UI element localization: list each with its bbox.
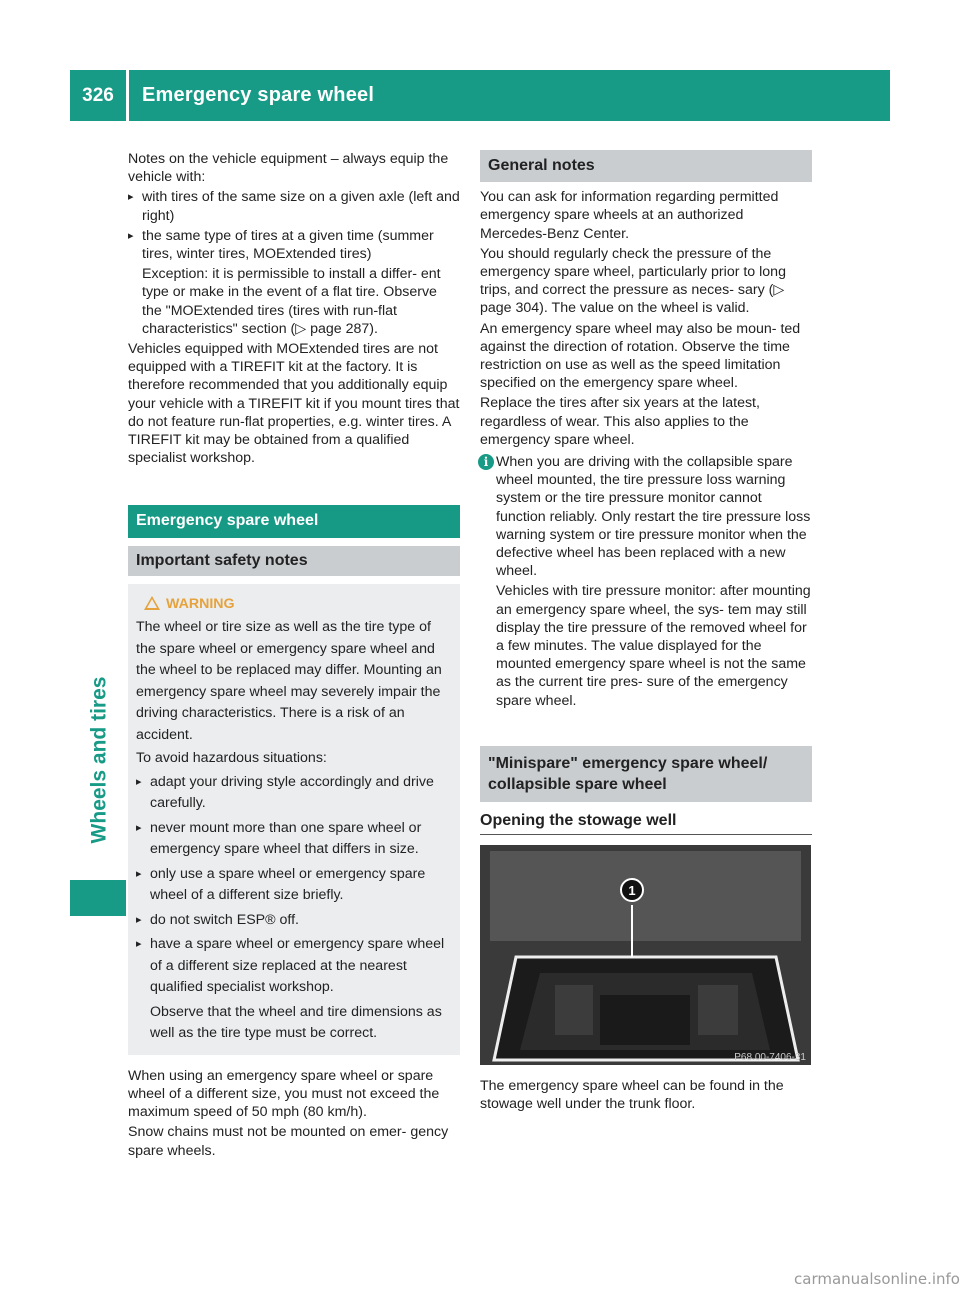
info-note bbox=[480, 453, 812, 710]
watermark: carmanualsonline.info bbox=[794, 1270, 960, 1288]
speed-text: When using an emergency spare wheel or spare wheel of a different size, you must not exceed the maximum speed of 50 mph (80 km/h). bbox=[128, 1067, 440, 1121]
warning-box bbox=[128, 584, 460, 1055]
body-text: An emergency spare wheel may also be moun- ted against the direction of rotation. Observe the time restriction on use as well as the speed limitation specified on the emergency spare wheel. bbox=[480, 320, 801, 392]
warning-text: The wheel or tire size as well as the tire type of the spare wheel or emergency spare wheel and the wheel to be replaced may differ. Mounting an emergency spare wheel may severely impair the driving characteristics. There is a risk of an accident. bbox=[136, 619, 442, 743]
list-item: ▸ with tires of the same size on a given axle (left and right) bbox=[128, 188, 460, 224]
warning-text: To avoid hazardous situations: bbox=[136, 750, 327, 767]
body-text: You can ask for information regarding permitted emergency spare wheels at an authorized Mercedes-Benz Center. bbox=[480, 189, 779, 242]
side-tab-label: Wheels and tires bbox=[87, 676, 111, 844]
warning-text: Observe that the wheel and tire dimensions as well as the tire type must be correct. bbox=[150, 1003, 442, 1042]
snow-chains-text: Snow chains must not be mounted on emer- gency spare wheels. bbox=[128, 1124, 449, 1159]
list-item: ▸ do not switch ESP® off. bbox=[136, 910, 452, 932]
tirefit-text: Vehicles equipped with MOExtended tires are not equipped with a TIREFIT kit at the factory. It is therefore recommended that you additionally equip your vehicle with a TIREFIT kit if you mount tires that do not feature run-flat properties, e.g. winter tires. A TIREFIT kit may be obtained from a qualified specialist workshop. bbox=[128, 341, 460, 467]
info-icon: i bbox=[478, 454, 494, 470]
page-title: Emergency spare wheel bbox=[142, 84, 375, 106]
intro-text: Notes on the vehicle equipment – always equip the vehicle with: bbox=[128, 151, 449, 186]
stowage-heading: Opening the stowage well bbox=[480, 802, 812, 835]
header-divider bbox=[126, 70, 129, 121]
info-text: When you are driving with the collapsible spare wheel mounted, the tire pressure loss warning system or the tire pressure monitor cannot function reliably. Only restart the tire pressure loss warning system or tire pressure monitor when the defective wheel has been replaced with a new wheel. bbox=[496, 454, 811, 580]
side-tab-marker bbox=[70, 880, 126, 916]
warning-title bbox=[136, 594, 452, 616]
equip-list bbox=[128, 188, 460, 263]
warning-list bbox=[136, 772, 452, 999]
minispare-heading: "Minispare" emergency spare wheel/ collapsible spare wheel bbox=[480, 746, 812, 802]
warning-label: WARNING bbox=[166, 595, 235, 612]
page-header bbox=[70, 70, 890, 121]
photo-callout: 1 bbox=[628, 883, 636, 899]
list-item: ▸ only use a spare wheel or emergency spare wheel of a different size briefly. bbox=[136, 864, 452, 907]
subsection-heading: Important safety notes bbox=[128, 546, 460, 576]
photo-code: P68.00-7406-31 bbox=[734, 1052, 806, 1064]
side-tab-label-wrap bbox=[77, 640, 121, 880]
body-text: You should regularly check the pressure of the emergency spare wheel, particularly prior to long trips, and correct the pressure as neces- sary (▷ page 304). The value on the wheel is valid. bbox=[480, 245, 786, 317]
section-heading: Emergency spare wheel bbox=[128, 505, 460, 537]
page-number: 326 bbox=[82, 84, 114, 106]
exception-text: Exception: it is permissible to install a differ- ent type or make in the event of a flat tire. Observe the "MOExtended tires (tires with run-flat characteristics" section (▷ page 287). bbox=[142, 266, 441, 337]
list-item: ▸ never mount more than one spare wheel or emergency spare wheel that differs in size. bbox=[136, 818, 452, 861]
trunk-photo bbox=[480, 845, 811, 1065]
trunk-illustration bbox=[480, 845, 811, 1065]
left-column bbox=[128, 150, 460, 1162]
list-item: ▸ the same type of tires at a given time (summer tires, winter tires, MOExtended tires) bbox=[128, 227, 460, 263]
list-item: ▸ have a spare wheel or emergency spare wheel of a different size replaced at the nearest qualified specialist workshop. bbox=[136, 934, 452, 999]
list-item: ▸ adapt your driving style accordingly and drive carefully. bbox=[136, 772, 452, 815]
warning-icon bbox=[144, 596, 160, 610]
right-column bbox=[480, 150, 812, 1116]
photo-caption: The emergency spare wheel can be found in the stowage well under the trunk floor. bbox=[480, 1078, 784, 1113]
info-text: Vehicles with tire pressure monitor: after mounting an emergency spare wheel, the sys- tem may still display the tire pressure of the removed wheel for a few minutes. The value displayed for the mounted emergency spare wheel is not the same as the current tire pres- sure of the emergency spare wheel. bbox=[496, 583, 811, 709]
body-text: Replace the tires after six years at the latest, regardless of wear. This also applies to the emergency spare wheel. bbox=[480, 395, 760, 448]
general-notes-heading: General notes bbox=[480, 150, 812, 182]
